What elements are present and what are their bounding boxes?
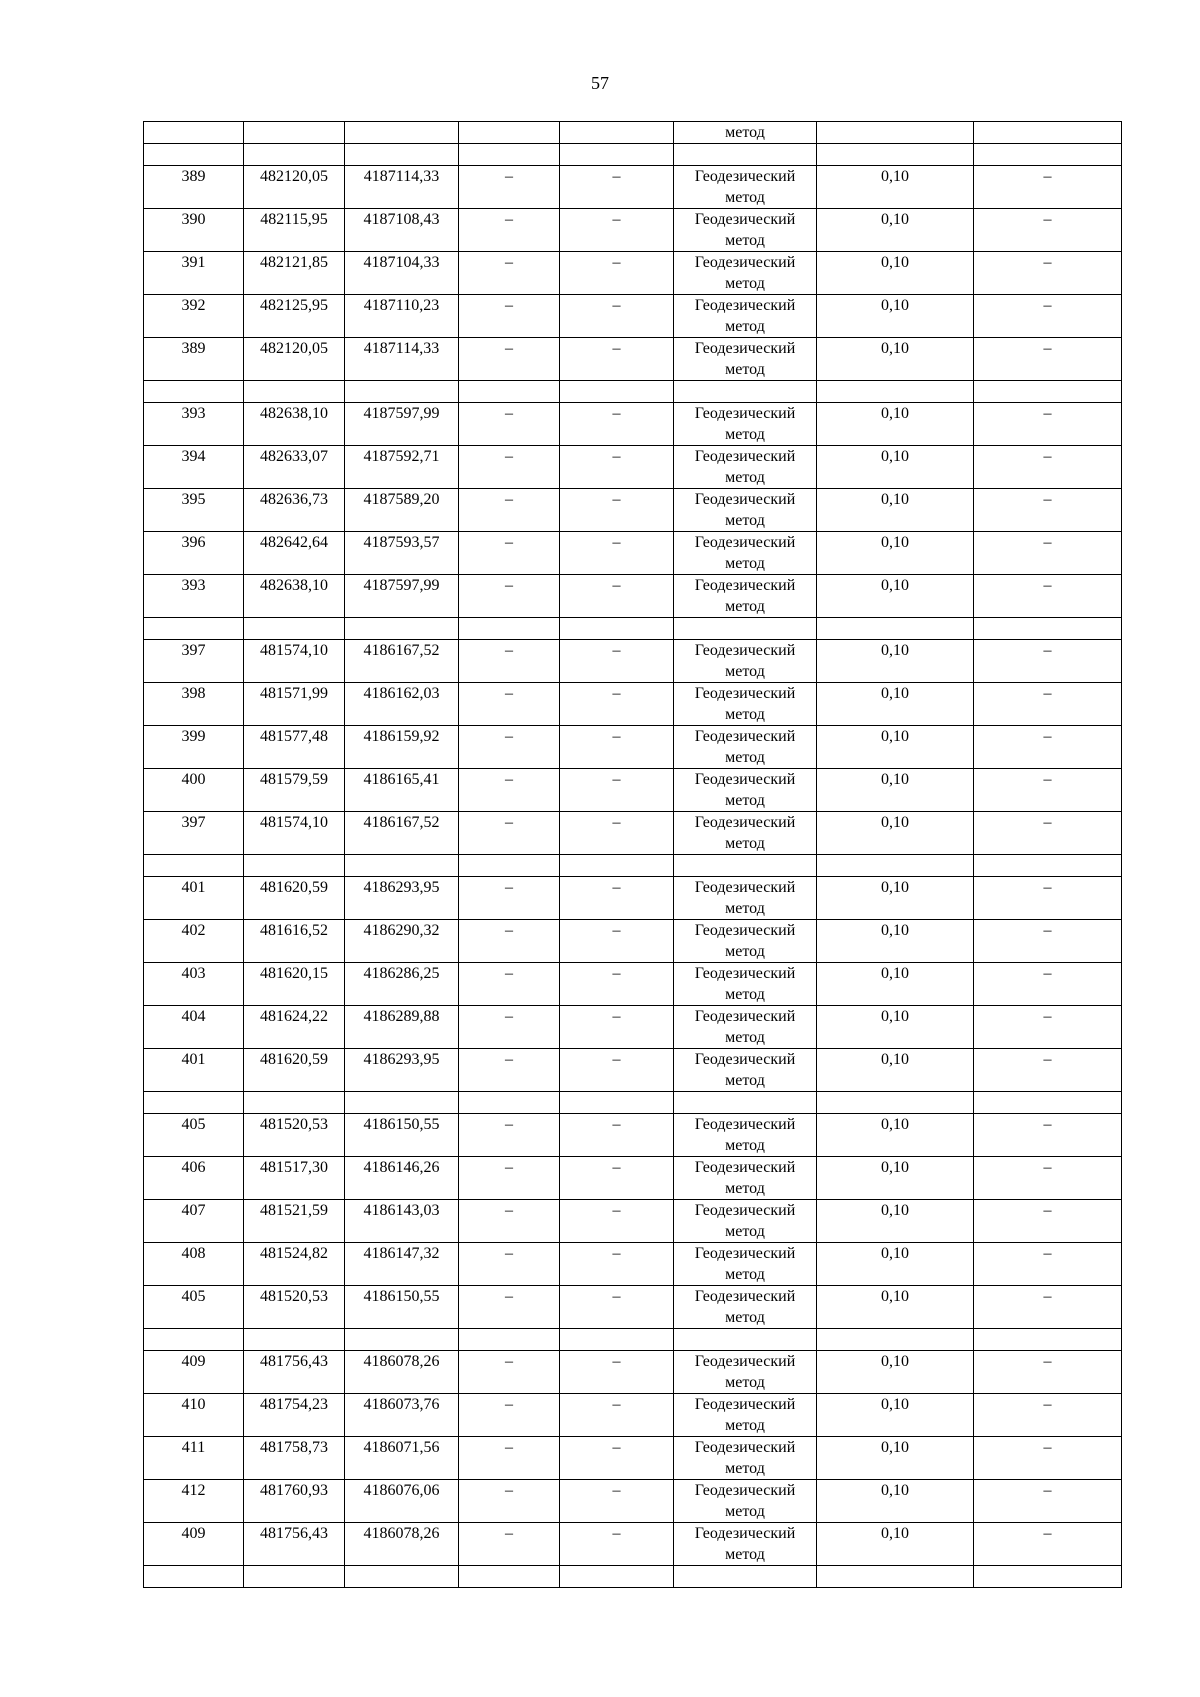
accuracy-cell: 0,10 (817, 726, 974, 769)
x-coordinate-cell: 482638,10 (244, 575, 345, 618)
table-body (144, 122, 1122, 1588)
method-cell: Геодезический метод (674, 1114, 817, 1157)
dash-cell: – (974, 532, 1122, 575)
table-row (144, 1351, 1122, 1394)
dash-cell: – (560, 920, 674, 963)
table-cell (144, 122, 244, 144)
x-coordinate-cell: 481756,43 (244, 1351, 345, 1394)
dash-cell: – (974, 769, 1122, 812)
x-coordinate-cell: 481517,30 (244, 1157, 345, 1200)
x-coordinate-cell: 481624,22 (244, 1006, 345, 1049)
accuracy-cell: 0,10 (817, 1114, 974, 1157)
accuracy-cell: 0,10 (817, 1394, 974, 1437)
y-coordinate-cell: 4187597,99 (345, 575, 459, 618)
dash-cell: – (459, 1114, 560, 1157)
method-cell: Геодезический метод (674, 812, 817, 855)
point-number-cell: 400 (144, 769, 244, 812)
y-coordinate-cell: 4186150,55 (345, 1286, 459, 1329)
table-row (144, 640, 1122, 683)
point-number-cell: 408 (144, 1243, 244, 1286)
method-cell: Геодезический метод (674, 489, 817, 532)
dash-cell: – (560, 726, 674, 769)
dash-cell: – (459, 166, 560, 209)
dash-cell: – (974, 812, 1122, 855)
y-coordinate-cell: 4186147,32 (345, 1243, 459, 1286)
x-coordinate-cell: 481521,59 (244, 1200, 345, 1243)
method-cell: Геодезический метод (674, 1243, 817, 1286)
table-row (144, 209, 1122, 252)
table-row (144, 532, 1122, 575)
dash-cell: – (459, 1394, 560, 1437)
x-coordinate-cell: 482125,95 (244, 295, 345, 338)
dash-cell: – (560, 1480, 674, 1523)
dash-cell: – (560, 489, 674, 532)
table-row (144, 920, 1122, 963)
method-cell: Геодезический метод (674, 769, 817, 812)
table-row (144, 446, 1122, 489)
method-cell: Геодезический метод (674, 209, 817, 252)
dash-cell: – (560, 532, 674, 575)
x-coordinate-cell: 482120,05 (244, 338, 345, 381)
dash-cell: – (560, 1157, 674, 1200)
dash-cell: – (974, 1437, 1122, 1480)
accuracy-cell: 0,10 (817, 446, 974, 489)
dash-cell: – (974, 683, 1122, 726)
point-number-cell: 399 (144, 726, 244, 769)
method-cell: метод (674, 122, 817, 144)
accuracy-cell: 0,10 (817, 640, 974, 683)
x-coordinate-cell: 482121,85 (244, 252, 345, 295)
accuracy-cell: 0,10 (817, 295, 974, 338)
y-coordinate-cell: 4187110,23 (345, 295, 459, 338)
y-coordinate-cell: 4186167,52 (345, 640, 459, 683)
method-cell: Геодезический метод (674, 920, 817, 963)
dash-cell: – (560, 338, 674, 381)
y-coordinate-cell: 4186162,03 (345, 683, 459, 726)
x-coordinate-cell: 481520,53 (244, 1114, 345, 1157)
x-coordinate-cell: 481760,93 (244, 1480, 345, 1523)
x-coordinate-cell: 481571,99 (244, 683, 345, 726)
accuracy-cell: 0,10 (817, 1523, 974, 1566)
accuracy-cell: 0,10 (817, 1437, 974, 1480)
accuracy-cell: 0,10 (817, 1480, 974, 1523)
coordinates-table (143, 121, 1122, 1588)
method-cell: Геодезический метод (674, 1200, 817, 1243)
dash-cell: – (974, 489, 1122, 532)
dash-cell: – (974, 1157, 1122, 1200)
accuracy-cell: 0,10 (817, 920, 974, 963)
dash-cell: – (459, 1437, 560, 1480)
dash-cell: – (459, 1049, 560, 1092)
dash-cell: – (974, 640, 1122, 683)
x-coordinate-cell: 481756,43 (244, 1523, 345, 1566)
table-row (144, 812, 1122, 855)
point-number-cell: 390 (144, 209, 244, 252)
y-coordinate-cell: 4186159,92 (345, 726, 459, 769)
method-cell: Геодезический метод (674, 640, 817, 683)
table-cell (974, 122, 1122, 144)
table-row (144, 403, 1122, 446)
table-row (144, 295, 1122, 338)
dash-cell: – (560, 403, 674, 446)
dash-cell: – (560, 575, 674, 618)
accuracy-cell: 0,10 (817, 338, 974, 381)
method-cell: Геодезический метод (674, 403, 817, 446)
table-row (144, 1200, 1122, 1243)
table-row (144, 489, 1122, 532)
dash-cell: – (459, 640, 560, 683)
point-number-cell: 393 (144, 575, 244, 618)
accuracy-cell: 0,10 (817, 166, 974, 209)
y-coordinate-cell: 4187589,20 (345, 489, 459, 532)
table-cell (345, 122, 459, 144)
dash-cell: – (459, 1157, 560, 1200)
method-cell: Геодезический метод (674, 166, 817, 209)
method-cell: Геодезический метод (674, 1480, 817, 1523)
x-coordinate-cell: 482633,07 (244, 446, 345, 489)
table-row (144, 877, 1122, 920)
dash-cell: – (974, 446, 1122, 489)
y-coordinate-cell: 4186078,26 (345, 1351, 459, 1394)
method-cell: Геодезический метод (674, 1523, 817, 1566)
accuracy-cell: 0,10 (817, 877, 974, 920)
accuracy-cell: 0,10 (817, 532, 974, 575)
dash-cell: – (974, 209, 1122, 252)
table-cell (817, 122, 974, 144)
point-number-cell: 401 (144, 877, 244, 920)
dash-cell: – (459, 726, 560, 769)
dash-cell: – (459, 1480, 560, 1523)
dash-cell: – (560, 963, 674, 1006)
y-coordinate-cell: 4186076,06 (345, 1480, 459, 1523)
dash-cell: – (560, 1286, 674, 1329)
dash-cell: – (560, 1006, 674, 1049)
point-number-cell: 409 (144, 1523, 244, 1566)
dash-cell: – (974, 166, 1122, 209)
dash-cell: – (560, 877, 674, 920)
group-separator-row (144, 381, 1122, 403)
dash-cell: – (459, 1243, 560, 1286)
x-coordinate-cell: 482638,10 (244, 403, 345, 446)
y-coordinate-cell: 4186165,41 (345, 769, 459, 812)
dash-cell: – (560, 209, 674, 252)
point-number-cell: 403 (144, 963, 244, 1006)
y-coordinate-cell: 4186289,88 (345, 1006, 459, 1049)
y-coordinate-cell: 4186167,52 (345, 812, 459, 855)
dash-cell: – (459, 209, 560, 252)
group-separator-row (144, 1329, 1122, 1351)
table-row (144, 1049, 1122, 1092)
point-number-cell: 404 (144, 1006, 244, 1049)
dash-cell: – (459, 963, 560, 1006)
x-coordinate-cell: 481574,10 (244, 812, 345, 855)
table-row (144, 769, 1122, 812)
table-cell (244, 122, 345, 144)
x-coordinate-cell: 482120,05 (244, 166, 345, 209)
method-cell: Геодезический метод (674, 1394, 817, 1437)
page-number: 57 (591, 73, 609, 93)
point-number-cell: 397 (144, 640, 244, 683)
dash-cell: – (459, 920, 560, 963)
dash-cell: – (974, 338, 1122, 381)
point-number-cell: 391 (144, 252, 244, 295)
table-row (144, 575, 1122, 618)
dash-cell: – (974, 1006, 1122, 1049)
dash-cell: – (459, 295, 560, 338)
dash-cell: – (974, 1351, 1122, 1394)
table-row (144, 252, 1122, 295)
point-number-cell: 389 (144, 166, 244, 209)
dash-cell: – (974, 1243, 1122, 1286)
x-coordinate-cell: 481754,23 (244, 1394, 345, 1437)
y-coordinate-cell: 4186290,32 (345, 920, 459, 963)
dash-cell: – (459, 489, 560, 532)
method-cell: Геодезический метод (674, 338, 817, 381)
y-coordinate-cell: 4186071,56 (345, 1437, 459, 1480)
point-number-cell: 410 (144, 1394, 244, 1437)
x-coordinate-cell: 482642,64 (244, 532, 345, 575)
x-coordinate-cell: 481620,59 (244, 877, 345, 920)
table-row (144, 1523, 1122, 1566)
accuracy-cell: 0,10 (817, 489, 974, 532)
dash-cell: – (974, 726, 1122, 769)
point-number-cell: 392 (144, 295, 244, 338)
table-cell (560, 122, 674, 144)
y-coordinate-cell: 4187108,43 (345, 209, 459, 252)
dash-cell: – (560, 295, 674, 338)
method-cell: Геодезический метод (674, 1286, 817, 1329)
dash-cell: – (974, 252, 1122, 295)
dash-cell: – (974, 403, 1122, 446)
y-coordinate-cell: 4186073,76 (345, 1394, 459, 1437)
method-cell: Геодезический метод (674, 683, 817, 726)
dash-cell: – (974, 1394, 1122, 1437)
table-row (144, 1394, 1122, 1437)
dash-cell: – (974, 920, 1122, 963)
method-cell: Геодезический метод (674, 446, 817, 489)
dash-cell: – (459, 812, 560, 855)
group-separator-row (144, 618, 1122, 640)
table-row (144, 1437, 1122, 1480)
group-separator-row (144, 1566, 1122, 1588)
dash-cell: – (974, 877, 1122, 920)
x-coordinate-cell: 481620,59 (244, 1049, 345, 1092)
accuracy-cell: 0,10 (817, 1157, 974, 1200)
y-coordinate-cell: 4187597,99 (345, 403, 459, 446)
dash-cell: – (560, 166, 674, 209)
method-cell: Геодезический метод (674, 575, 817, 618)
x-coordinate-cell: 481579,59 (244, 769, 345, 812)
method-cell: Геодезический метод (674, 726, 817, 769)
dash-cell: – (974, 1480, 1122, 1523)
x-coordinate-cell: 482115,95 (244, 209, 345, 252)
dash-cell: – (560, 1243, 674, 1286)
method-cell: Геодезический метод (674, 877, 817, 920)
dash-cell: – (974, 963, 1122, 1006)
dash-cell: – (560, 683, 674, 726)
dash-cell: – (560, 1049, 674, 1092)
y-coordinate-cell: 4186143,03 (345, 1200, 459, 1243)
y-coordinate-cell: 4187593,57 (345, 532, 459, 575)
table-row (144, 1480, 1122, 1523)
dash-cell: – (459, 877, 560, 920)
y-coordinate-cell: 4186150,55 (345, 1114, 459, 1157)
dash-cell: – (459, 1286, 560, 1329)
method-cell: Геодезический метод (674, 1351, 817, 1394)
dash-cell: – (560, 252, 674, 295)
x-coordinate-cell: 481616,52 (244, 920, 345, 963)
accuracy-cell: 0,10 (817, 812, 974, 855)
method-cell: Геодезический метод (674, 295, 817, 338)
table-row (144, 963, 1122, 1006)
dash-cell: – (459, 446, 560, 489)
y-coordinate-cell: 4187592,71 (345, 446, 459, 489)
method-cell: Геодезический метод (674, 1157, 817, 1200)
dash-cell: – (974, 1286, 1122, 1329)
dash-cell: – (459, 532, 560, 575)
x-coordinate-cell: 481620,15 (244, 963, 345, 1006)
group-separator-row (144, 144, 1122, 166)
accuracy-cell: 0,10 (817, 252, 974, 295)
point-number-cell: 397 (144, 812, 244, 855)
dash-cell: – (974, 295, 1122, 338)
point-number-cell: 396 (144, 532, 244, 575)
dash-cell: – (560, 1351, 674, 1394)
table-row (144, 166, 1122, 209)
accuracy-cell: 0,10 (817, 683, 974, 726)
dash-cell: – (459, 1351, 560, 1394)
table-cell (459, 122, 560, 144)
table-row (144, 726, 1122, 769)
dash-cell: – (560, 640, 674, 683)
y-coordinate-cell: 4187114,33 (345, 166, 459, 209)
point-number-cell: 412 (144, 1480, 244, 1523)
accuracy-cell: 0,10 (817, 1200, 974, 1243)
dash-cell: – (974, 1200, 1122, 1243)
dash-cell: – (974, 575, 1122, 618)
point-number-cell: 398 (144, 683, 244, 726)
table-row (144, 1157, 1122, 1200)
method-cell: Геодезический метод (674, 1437, 817, 1480)
dash-cell: – (459, 683, 560, 726)
x-coordinate-cell: 481758,73 (244, 1437, 345, 1480)
x-coordinate-cell: 481520,53 (244, 1286, 345, 1329)
y-coordinate-cell: 4187114,33 (345, 338, 459, 381)
point-number-cell: 405 (144, 1286, 244, 1329)
accuracy-cell: 0,10 (817, 209, 974, 252)
dash-cell: – (974, 1523, 1122, 1566)
dash-cell: – (459, 1523, 560, 1566)
dash-cell: – (974, 1114, 1122, 1157)
dash-cell: – (560, 1200, 674, 1243)
accuracy-cell: 0,10 (817, 769, 974, 812)
point-number-cell: 405 (144, 1114, 244, 1157)
dash-cell: – (459, 769, 560, 812)
dash-cell: – (974, 1049, 1122, 1092)
dash-cell: – (560, 1114, 674, 1157)
dash-cell: – (459, 575, 560, 618)
method-cell: Геодезический метод (674, 1006, 817, 1049)
accuracy-cell: 0,10 (817, 963, 974, 1006)
point-number-cell: 409 (144, 1351, 244, 1394)
accuracy-cell: 0,10 (817, 1351, 974, 1394)
point-number-cell: 406 (144, 1157, 244, 1200)
point-number-cell: 393 (144, 403, 244, 446)
dash-cell: – (560, 1394, 674, 1437)
table-row (144, 683, 1122, 726)
point-number-cell: 411 (144, 1437, 244, 1480)
point-number-cell: 407 (144, 1200, 244, 1243)
dash-cell: – (560, 1437, 674, 1480)
dash-cell: – (459, 403, 560, 446)
dash-cell: – (459, 1006, 560, 1049)
accuracy-cell: 0,10 (817, 1006, 974, 1049)
point-number-cell: 401 (144, 1049, 244, 1092)
method-cell: Геодезический метод (674, 252, 817, 295)
x-coordinate-cell: 481524,82 (244, 1243, 345, 1286)
table-row (144, 1286, 1122, 1329)
point-number-cell: 395 (144, 489, 244, 532)
dash-cell: – (459, 1200, 560, 1243)
point-number-cell: 394 (144, 446, 244, 489)
point-number-cell: 402 (144, 920, 244, 963)
method-cell: Геодезический метод (674, 963, 817, 1006)
accuracy-cell: 0,10 (817, 1286, 974, 1329)
method-cell: Геодезический метод (674, 1049, 817, 1092)
dash-cell: – (560, 1523, 674, 1566)
continuation-row (144, 122, 1122, 144)
y-coordinate-cell: 4187104,33 (345, 252, 459, 295)
accuracy-cell: 0,10 (817, 1243, 974, 1286)
dash-cell: – (459, 252, 560, 295)
accuracy-cell: 0,10 (817, 575, 974, 618)
method-cell: Геодезический метод (674, 532, 817, 575)
dash-cell: – (459, 338, 560, 381)
group-separator-row (144, 855, 1122, 877)
y-coordinate-cell: 4186293,95 (345, 877, 459, 920)
table-row (144, 1243, 1122, 1286)
y-coordinate-cell: 4186293,95 (345, 1049, 459, 1092)
point-number-cell: 389 (144, 338, 244, 381)
dash-cell: – (560, 446, 674, 489)
dash-cell: – (560, 769, 674, 812)
y-coordinate-cell: 4186146,26 (345, 1157, 459, 1200)
y-coordinate-cell: 4186286,25 (345, 963, 459, 1006)
table-row (144, 1114, 1122, 1157)
y-coordinate-cell: 4186078,26 (345, 1523, 459, 1566)
table-row (144, 338, 1122, 381)
x-coordinate-cell: 482636,73 (244, 489, 345, 532)
x-coordinate-cell: 481574,10 (244, 640, 345, 683)
group-separator-row (144, 1092, 1122, 1114)
accuracy-cell: 0,10 (817, 1049, 974, 1092)
x-coordinate-cell: 481577,48 (244, 726, 345, 769)
accuracy-cell: 0,10 (817, 403, 974, 446)
dash-cell: – (560, 812, 674, 855)
table-row (144, 1006, 1122, 1049)
